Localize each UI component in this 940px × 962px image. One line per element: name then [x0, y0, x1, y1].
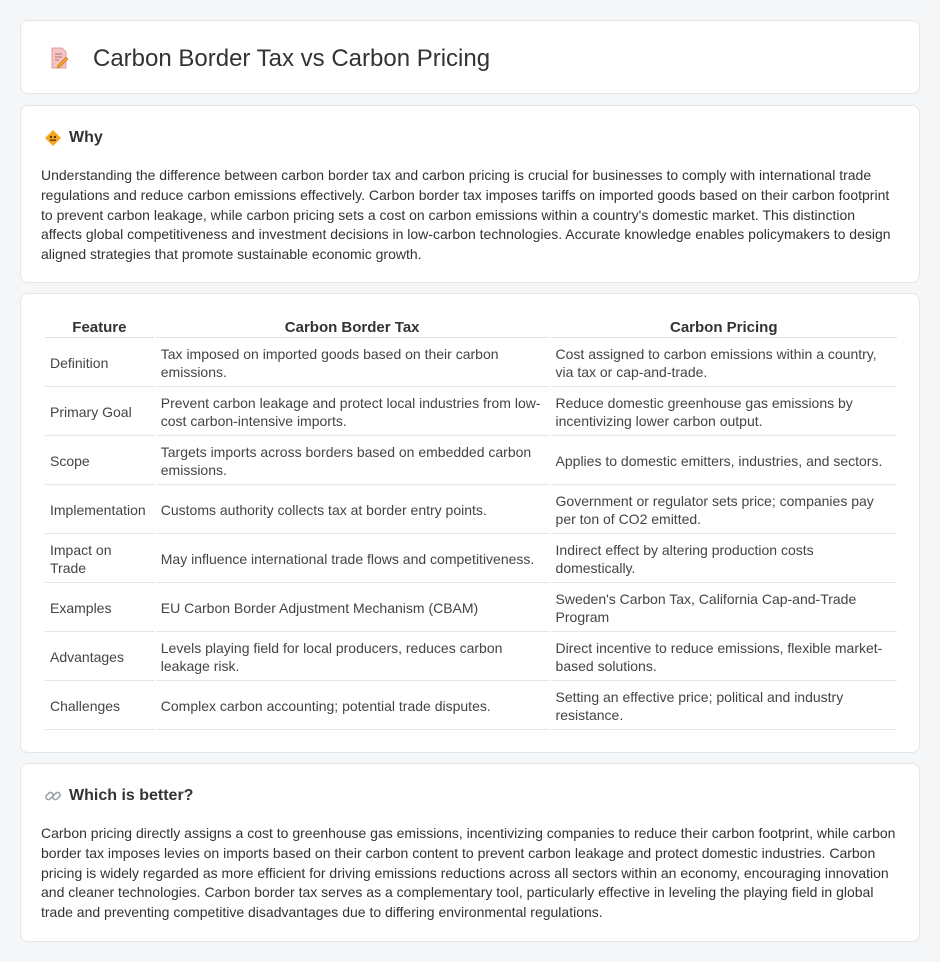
- table-header-row: [45, 318, 897, 338]
- row-feature: Challenges: [45, 683, 154, 730]
- why-heading-row: [43, 128, 103, 148]
- document-edit-icon: [47, 46, 71, 70]
- row-carbon-pricing: Applies to domestic emitters, industries, and sectors.: [551, 438, 897, 485]
- row-feature: Definition: [45, 340, 154, 387]
- row-feature: Scope: [45, 438, 154, 485]
- row-carbon-pricing: Setting an effective price; political and industry resistance.: [551, 683, 897, 730]
- table-row: [45, 536, 897, 583]
- row-carbon-pricing: Sweden's Carbon Tax, California Cap-and-Trade Program: [551, 585, 897, 632]
- row-feature: Implementation: [45, 487, 154, 534]
- table-row: [45, 634, 897, 681]
- row-carbon-border-tax: Complex carbon accounting; potential trade disputes.: [156, 683, 549, 730]
- table-row: [45, 340, 897, 387]
- better-text: Carbon pricing directly assigns a cost to greenhouse gas emissions, incentivizing companies to reduce their carbon footprint, while carbon border tax imposes levies on imports based on their carbon content to prevent carbon leakage and protect domestic industries. Carbon pricing is widely regarded as more efficient for driving emissions reductions across all sectors within an economy, encouraging innovation and cleaner technologies. Carbon border tax serves as a complementary tool, particularly effective in leveling the playing field in global trade and preventing competitive disadvantages due to differing environmental regulations.: [41, 825, 896, 921]
- which-is-better-section: [20, 763, 920, 942]
- header-feature: Feature: [45, 318, 154, 338]
- row-feature: Primary Goal: [45, 389, 154, 436]
- table-row: [45, 438, 897, 485]
- page-title: Carbon Border Tax vs Carbon Pricing: [93, 45, 491, 72]
- row-feature: Advantages: [45, 634, 154, 681]
- row-carbon-border-tax: Customs authority collects tax at border entry points.: [156, 487, 549, 534]
- row-carbon-pricing: Direct incentive to reduce emissions, flexible market-based solutions.: [551, 634, 897, 681]
- header-card: [20, 20, 920, 94]
- lightbulb-icon: [43, 128, 63, 148]
- row-carbon-border-tax: Targets imports across borders based on embedded carbon emissions.: [156, 438, 549, 485]
- better-heading: Which is better?: [69, 787, 194, 804]
- link-icon: [43, 786, 63, 806]
- comparison-table-card: [20, 293, 920, 753]
- why-heading: Why: [69, 129, 103, 146]
- table-row: [45, 683, 897, 730]
- better-heading-row: [43, 786, 193, 806]
- row-carbon-pricing: Government or regulator sets price; companies pay per ton of CO2 emitted.: [551, 487, 897, 534]
- why-section: [20, 105, 920, 283]
- row-carbon-pricing: Cost assigned to carbon emissions within a country, via tax or cap-and-trade.: [551, 340, 897, 387]
- header-carbon-border-tax: Carbon Border Tax: [156, 318, 549, 338]
- row-carbon-border-tax: EU Carbon Border Adjustment Mechanism (CBAM): [156, 585, 549, 632]
- comparison-table: [43, 316, 899, 732]
- table-row: [45, 389, 897, 436]
- table-row: [45, 487, 897, 534]
- row-feature: Impact on Trade: [45, 536, 154, 583]
- table-row: [45, 585, 897, 632]
- row-carbon-border-tax: May influence international trade flows and competitiveness.: [156, 536, 549, 583]
- why-text: Understanding the difference between carbon border tax and carbon pricing is crucial for businesses to comply with international trade regulations and reduce carbon emissions effectively. Carbon border tax imposes tariffs on imported goods based on their carbon footprint to prevent carbon leakage, while carbon pricing sets a cost on carbon emissions within a country's domestic market. This distinction affects global competitiveness and investment decisions in low-carbon technologies. Accurate knowledge enables policymakers to design aligned strategies that promote sustainable economic growth.: [41, 167, 891, 263]
- row-carbon-pricing: Reduce domestic greenhouse gas emissions by incentivizing lower carbon output.: [551, 389, 897, 436]
- row-carbon-pricing: Indirect effect by altering production costs domestically.: [551, 536, 897, 583]
- row-carbon-border-tax: Tax imposed on imported goods based on their carbon emissions.: [156, 340, 549, 387]
- row-feature: Examples: [45, 585, 154, 632]
- row-carbon-border-tax: Levels playing field for local producers, reduces carbon leakage risk.: [156, 634, 549, 681]
- row-carbon-border-tax: Prevent carbon leakage and protect local industries from low-cost carbon-intensive imports.: [156, 389, 549, 436]
- header-carbon-pricing: Carbon Pricing: [551, 318, 897, 338]
